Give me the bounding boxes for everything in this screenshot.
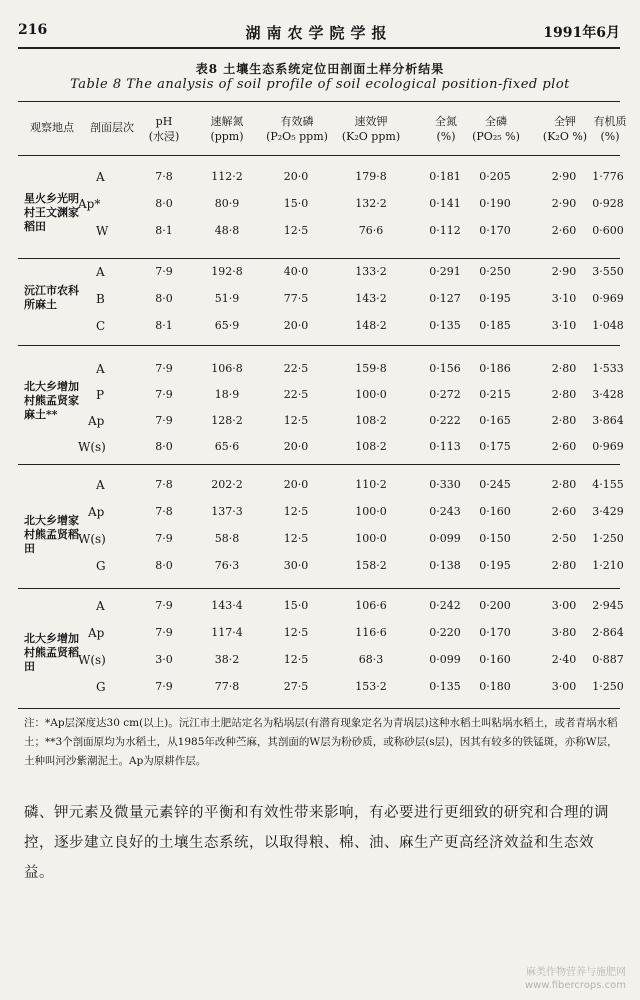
cell-ph: 7·8 (155, 170, 173, 183)
cell-organic-matter: 1·210 (592, 559, 624, 572)
cell-avail-k: 148·2 (355, 319, 387, 332)
cell-layer: Ap (88, 505, 105, 519)
cell-organic-matter: 1·533 (592, 362, 624, 375)
group-rule-2 (18, 345, 620, 346)
cell-total-n: 0·135 (429, 680, 461, 693)
cell-layer: W (96, 224, 109, 238)
cell-total-p: 0·160 (479, 653, 511, 666)
cell-avail-p: 12·5 (283, 224, 309, 237)
cell-avail-n: 76·3 (214, 559, 240, 572)
cell-organic-matter: 3·429 (592, 505, 624, 518)
cell-organic-matter: 1·776 (592, 170, 624, 183)
header-bottom-rule (18, 155, 620, 156)
cell-total-k: 2·60 (551, 505, 577, 518)
cell-total-k: 2·80 (551, 478, 577, 491)
cell-total-n: 0·099 (429, 532, 461, 545)
cell-avail-k: 143·2 (355, 292, 387, 305)
journal-name: 湖南农学院学报 (245, 24, 393, 42)
cell-total-k: 2·50 (551, 532, 577, 545)
table-caption-zh: 表8 土壤生态系统定位田剖面土样分析结果 (195, 62, 445, 76)
cell-total-k: 2·90 (551, 197, 577, 210)
cell-total-k: 3·00 (551, 599, 577, 612)
cell-avail-k: 158·2 (355, 559, 387, 572)
cell-ph: 3·0 (155, 653, 173, 666)
group-rule-1 (18, 258, 620, 259)
table-bottom-rule (18, 708, 620, 709)
table-top-rule (18, 101, 620, 102)
cell-avail-n: 51·9 (214, 292, 240, 305)
site-label: 星火乡光明村王文渊家稻田 (24, 192, 79, 233)
cell-avail-k: 108·2 (355, 440, 387, 453)
cell-avail-n: 192·8 (211, 265, 243, 278)
cell-layer: A (96, 599, 105, 613)
cell-layer: G (96, 680, 106, 694)
col-header-ph: pH (水浸) (148, 115, 180, 143)
cell-organic-matter: 1·048 (592, 319, 624, 332)
cell-total-n: 0·127 (429, 292, 461, 305)
cell-ph: 7·9 (155, 532, 173, 545)
cell-layer: A (96, 478, 105, 492)
cell-total-k: 2·80 (551, 559, 577, 572)
cell-avail-k: 76·6 (358, 224, 384, 237)
cell-layer: W(s) (78, 653, 106, 667)
issue-date: 1991年6月 (543, 25, 620, 41)
cell-layer: C (96, 319, 106, 333)
cell-total-n: 0·220 (429, 626, 461, 639)
col-header-site: 观察地点 (30, 121, 74, 134)
cell-organic-matter: 3·550 (592, 265, 624, 278)
cell-organic-matter: 4·155 (592, 478, 624, 491)
watermark: 麻类作物营养与施肥网 www.fibercrops.com (524, 967, 626, 991)
cell-avail-p: 15·0 (283, 599, 309, 612)
cell-avail-n: 38·2 (214, 653, 240, 666)
cell-total-k: 2·80 (551, 388, 577, 401)
cell-ph: 8·0 (155, 197, 173, 210)
cell-avail-k: 159·8 (355, 362, 387, 375)
cell-organic-matter: 0·969 (592, 292, 624, 305)
cell-organic-matter: 0·969 (592, 440, 624, 453)
cell-total-k: 2·40 (551, 653, 577, 666)
cell-layer: A (96, 170, 105, 184)
cell-total-k: 3·80 (551, 626, 577, 639)
cell-total-n: 0·242 (429, 599, 461, 612)
cell-total-n: 0·141 (429, 197, 461, 210)
cell-total-n: 0·181 (429, 170, 461, 183)
cell-avail-k: 100·0 (355, 532, 387, 545)
cell-avail-p: 27·5 (283, 680, 309, 693)
cell-total-p: 0·195 (479, 292, 511, 305)
table-footnote: 注：*Ap层深度达30 cm(以上)。沅江市土肥站定名为粘埚层(有潜育现象定名为青埚层)这种水稻土叫粘埚水稻土，或者青埚水稻土；**3个剖面原均为水稻土，从1985年改种苎麻，其剖面的W层为粉砂质，或称砂层(s层)，因其有较多的铁锰斑，亦称W层，土种叫河沙紫潮泥土。Ap为原耕作层。 (24, 717, 618, 767)
cell-total-n: 0·243 (429, 505, 461, 518)
cell-avail-p: 40·0 (283, 265, 309, 278)
group-rule-4 (18, 588, 620, 589)
cell-avail-n: 117·4 (211, 626, 243, 639)
cell-avail-n: 112·2 (211, 170, 243, 183)
cell-total-p: 0·170 (479, 224, 511, 237)
cell-avail-p: 12·5 (283, 414, 309, 427)
cell-avail-n: 143·4 (211, 599, 243, 612)
header-rule (18, 47, 620, 49)
table-caption-en: Table 8 The analysis of soil profile of soil ecological position-fixed plot (70, 77, 570, 92)
cell-avail-n: 137·3 (211, 505, 243, 518)
page-number: 216 (18, 22, 48, 38)
cell-total-k: 2·60 (551, 440, 577, 453)
col-header-total-p: 全磷 (PO₂₅ %) (472, 115, 520, 143)
running-header (18, 22, 620, 44)
cell-total-p: 0·150 (479, 532, 511, 545)
cell-total-k: 3·00 (551, 680, 577, 693)
cell-avail-p: 12·5 (283, 626, 309, 639)
cell-ph: 8·1 (155, 224, 173, 237)
cell-avail-p: 22·5 (283, 362, 309, 375)
cell-total-n: 0·112 (429, 224, 461, 237)
col-header-avail-k: 速效钾 (K₂O ppm) (341, 115, 401, 143)
cell-total-p: 0·245 (479, 478, 511, 491)
cell-avail-n: 106·8 (211, 362, 243, 375)
cell-total-p: 0·215 (479, 388, 511, 401)
cell-total-n: 0·222 (429, 414, 461, 427)
cell-organic-matter: 1·250 (592, 532, 624, 545)
cell-ph: 7·9 (155, 414, 173, 427)
cell-avail-p: 77·5 (283, 292, 309, 305)
cell-avail-n: 202·2 (211, 478, 243, 491)
cell-avail-n: 18·9 (214, 388, 240, 401)
col-header-avail-n: 速解氮 (ppm) (210, 115, 244, 143)
cell-total-p: 0·200 (479, 599, 511, 612)
cell-layer: G (96, 559, 106, 573)
cell-avail-p: 30·0 (283, 559, 309, 572)
cell-total-p: 0·175 (479, 440, 511, 453)
cell-layer: Ap* (78, 197, 101, 211)
cell-avail-p: 12·5 (283, 505, 309, 518)
cell-layer: W(s) (78, 532, 106, 546)
cell-ph: 8·0 (155, 440, 173, 453)
site-label: 沅江市农科所麻土 (24, 284, 79, 311)
cell-total-p: 0·160 (479, 505, 511, 518)
cell-avail-p: 22·5 (283, 388, 309, 401)
cell-total-n: 0·099 (429, 653, 461, 666)
cell-layer: Ap (88, 414, 105, 428)
cell-layer: Ap (88, 626, 105, 640)
cell-avail-p: 12·5 (283, 532, 309, 545)
cell-layer: B (96, 292, 105, 306)
cell-total-k: 2·90 (551, 265, 577, 278)
cell-avail-k: 100·0 (355, 388, 387, 401)
cell-ph: 7·9 (155, 388, 173, 401)
cell-total-p: 0·195 (479, 559, 511, 572)
cell-ph: 7·9 (155, 626, 173, 639)
cell-total-p: 0·170 (479, 626, 511, 639)
cell-organic-matter: 0·600 (592, 224, 624, 237)
cell-avail-k: 179·8 (355, 170, 387, 183)
cell-organic-matter: 3·428 (592, 388, 624, 401)
cell-avail-k: 68·3 (358, 653, 384, 666)
col-header-avail-p: 有效磷 (P₂O₅ ppm) (266, 115, 328, 143)
cell-organic-matter: 1·250 (592, 680, 624, 693)
cell-total-p: 0·165 (479, 414, 511, 427)
cell-layer: A (96, 265, 105, 279)
cell-total-k: 2·90 (551, 170, 577, 183)
cell-total-p: 0·185 (479, 319, 511, 332)
cell-avail-p: 20·0 (283, 170, 309, 183)
cell-total-n: 0·330 (429, 478, 461, 491)
cell-layer: W(s) (78, 440, 106, 454)
cell-total-n: 0·135 (429, 319, 461, 332)
cell-total-p: 0·190 (479, 197, 511, 210)
cell-avail-k: 108·2 (355, 414, 387, 427)
col-header-total-k: 全钾 (K₂O %) (542, 115, 588, 143)
body-paragraph: 磷、钾元素及微量元素锌的平衡和有效性带来影响，有必要进行更细致的研究和合理的调控，逐步建立良好的土壤生态系统，以取得粮、棉、油、麻生产更高经济效益和生态效益。 (24, 805, 609, 881)
cell-avail-n: 48·8 (214, 224, 240, 237)
cell-ph: 7·8 (155, 505, 173, 518)
cell-organic-matter: 2·864 (592, 626, 624, 639)
cell-organic-matter: 0·887 (592, 653, 624, 666)
cell-total-k: 2·80 (551, 414, 577, 427)
cell-organic-matter: 3·864 (592, 414, 624, 427)
cell-avail-n: 65·6 (214, 440, 240, 453)
cell-total-k: 2·60 (551, 224, 577, 237)
site-label: 北大乡增加村熊孟贤稻田 (24, 632, 79, 673)
cell-ph: 7·9 (155, 680, 173, 693)
cell-ph: 7·8 (155, 478, 173, 491)
cell-ph: 8·1 (155, 319, 173, 332)
site-label: 北大乡增加村熊孟贤家麻土** (24, 380, 79, 421)
cell-total-n: 0·113 (429, 440, 461, 453)
col-header-layer: 剖面层次 (90, 121, 134, 134)
cell-total-k: 3·10 (551, 292, 577, 305)
cell-avail-p: 20·0 (283, 478, 309, 491)
col-header-total-n: 全氮 (%) (435, 115, 457, 143)
cell-avail-p: 20·0 (283, 319, 309, 332)
cell-avail-k: 153·2 (355, 680, 387, 693)
cell-total-n: 0·156 (429, 362, 461, 375)
cell-total-n: 0·272 (429, 388, 461, 401)
cell-ph: 8·0 (155, 292, 173, 305)
cell-total-p: 0·186 (479, 362, 511, 375)
cell-ph: 8·0 (155, 559, 173, 572)
cell-total-k: 2·80 (551, 362, 577, 375)
cell-total-n: 0·138 (429, 559, 461, 572)
cell-avail-n: 77·8 (214, 680, 240, 693)
cell-ph: 7·9 (155, 599, 173, 612)
cell-avail-k: 106·6 (355, 599, 387, 612)
cell-layer: P (96, 388, 105, 402)
cell-avail-n: 128·2 (211, 414, 243, 427)
cell-organic-matter: 0·928 (592, 197, 624, 210)
col-header-organic-matter: 有机质 (%) (593, 115, 627, 143)
cell-avail-k: 116·6 (355, 626, 387, 639)
cell-avail-p: 12·5 (283, 653, 309, 666)
cell-avail-p: 20·0 (283, 440, 309, 453)
cell-avail-n: 80·9 (214, 197, 240, 210)
cell-layer: A (96, 362, 105, 376)
cell-avail-k: 132·2 (355, 197, 387, 210)
cell-avail-k: 133·2 (355, 265, 387, 278)
cell-ph: 7·9 (155, 362, 173, 375)
site-label: 北大乡增家村熊孟贤稻田 (24, 514, 79, 555)
cell-avail-p: 15·0 (283, 197, 309, 210)
cell-avail-k: 110·2 (355, 478, 387, 491)
cell-avail-k: 100·0 (355, 505, 387, 518)
cell-total-p: 0·205 (479, 170, 511, 183)
cell-total-n: 0·291 (429, 265, 461, 278)
cell-ph: 7·9 (155, 265, 173, 278)
group-rule-3 (18, 464, 620, 465)
cell-avail-n: 65·9 (214, 319, 240, 332)
cell-organic-matter: 2·945 (592, 599, 624, 612)
cell-avail-n: 58·8 (214, 532, 240, 545)
cell-total-k: 3·10 (551, 319, 577, 332)
cell-total-p: 0·250 (479, 265, 511, 278)
cell-total-p: 0·180 (479, 680, 511, 693)
